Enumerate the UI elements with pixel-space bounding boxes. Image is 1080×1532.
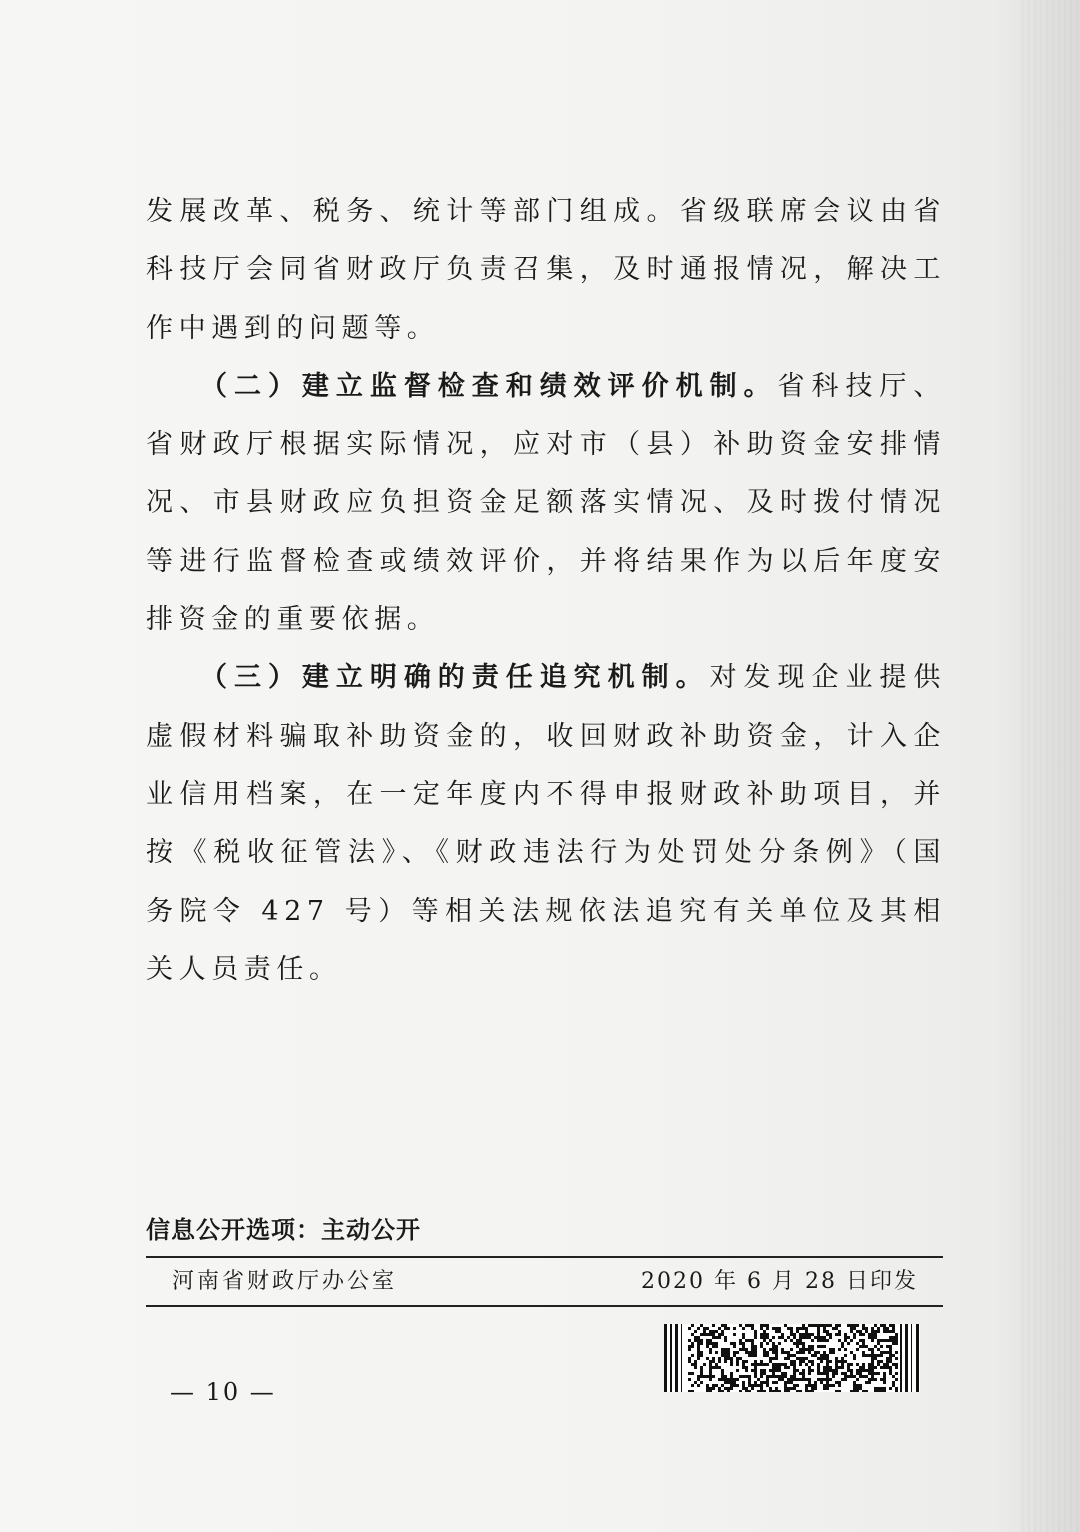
print-date: 2020 年 6 月 28 日印发 xyxy=(641,1269,918,1294)
paragraph-2 xyxy=(146,358,946,649)
paragraph-1-text: 发展改革、税务、统计等部门组成。省级联席会议由省科技厅会同省财政厅负责召集，及时通报情况，解决工作中遇到的问题等。 xyxy=(146,196,946,344)
body-text xyxy=(146,183,946,999)
footer-rule-bottom xyxy=(146,1305,943,1307)
page-edge-shadow xyxy=(1020,0,1080,1532)
paragraph-3-lead: （三）建立明确的责任追究机制。 xyxy=(200,662,710,694)
issuing-office: 河南省财政厅办公室 xyxy=(172,1269,398,1294)
paragraph-1 xyxy=(146,183,946,358)
footer-rule-top xyxy=(146,1256,943,1258)
paragraph-2-lead: （二）建立监督检查和绩效评价机制。 xyxy=(200,370,778,402)
paragraph-3 xyxy=(146,649,946,999)
paragraph-3-text: 对发现企业提供虚假材料骗取补助资金的，收回财政补助资金，计入企业信用档案，在一定年度内不得申报财政补助项目，并按《税收征管法》、《财政违法行为处罚处分条例》（国务院令 427 号）等相关法规依法追究有关单位及其相关人员责任。 xyxy=(146,662,947,985)
page-number: — 10 — xyxy=(170,1378,276,1406)
paragraph-2-text: 省科技厅、省财政厅根据实际情况，应对市（县）补助资金安排情况、市县财政应负担资金足额落实情况、及时拨付情况等进行监督检查或绩效评价，并将结果作为以后年度安排资金的重要依据。 xyxy=(146,370,947,636)
disclosure-option: 信息公开选项：主动公开 xyxy=(146,1216,421,1244)
barcode-icon xyxy=(664,1324,920,1392)
